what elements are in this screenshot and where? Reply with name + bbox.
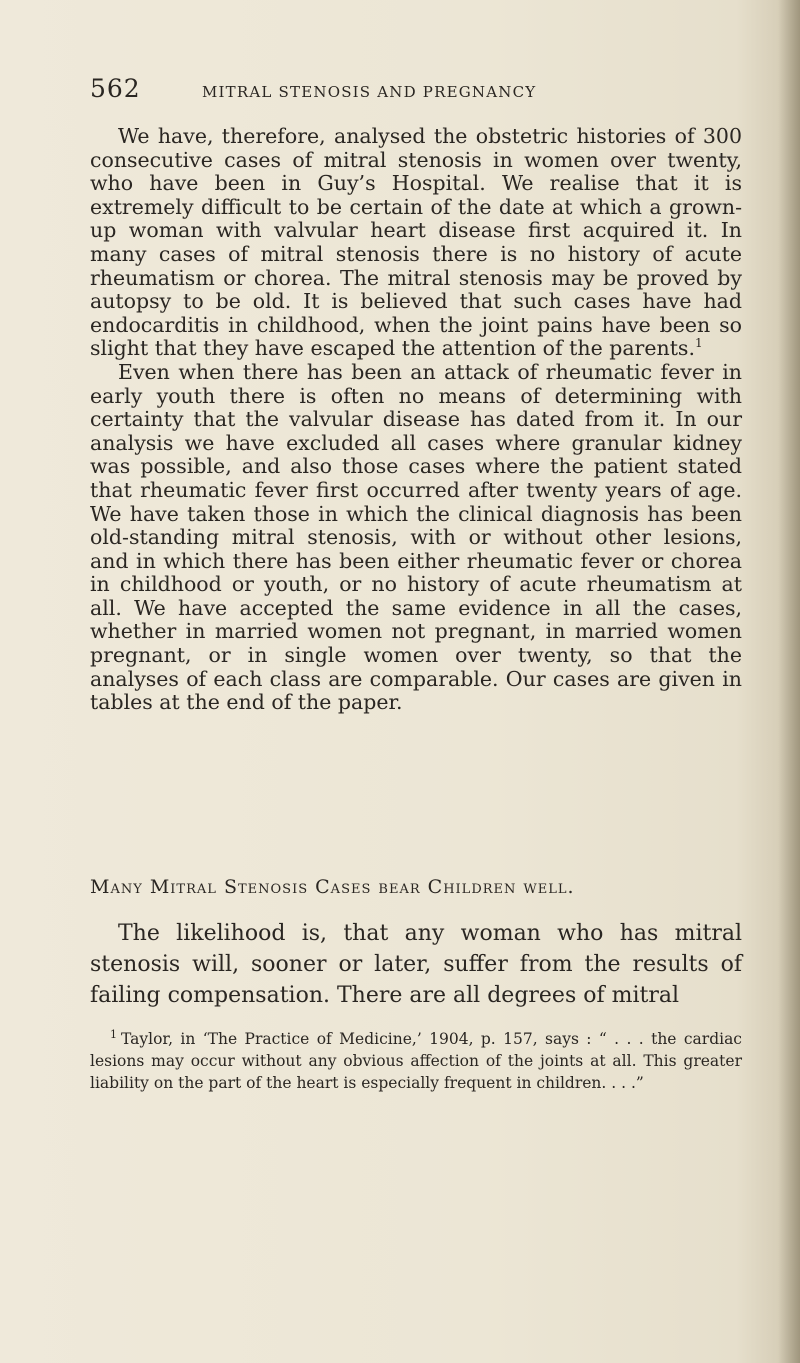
footnote bbox=[90, 1028, 742, 1094]
paragraph: The likelihood is, that any woman who has mitral stenosis will, sooner or later, suffer from the results of failing compensation. There are all degrees of mitral bbox=[90, 921, 742, 1008]
page-number: 562 bbox=[90, 74, 141, 103]
paragraph-text: We have, therefore, analysed the obstetric histories of 300 consecutive cases of mitral stenosis in women over twenty, who have been in Guy’s Hospital. We realise that it is extremely difficult to be certain of the date at which a grown-up woman with valvular heart disease first acquired it. In many cases of mitral stenosis there is no history of acute rheumatism or chorea. The mitral stenosis may be proved by autopsy to be old. It is believed that such cases have had endocarditis in childhood, when the joint pains have been so slight that they have escaped the attention of the parents. bbox=[90, 124, 742, 361]
footnote-reference: 1 bbox=[694, 336, 703, 351]
page-edge-shadow bbox=[778, 0, 800, 1363]
paragraph: Even when there has been an attack of rheumatic fever in early youth there is often no means of determining with certainty that the valvular disease has dated from it. In our analysis we have excluded all cases where granular kidney was possible, and also those cases where the patient stated that rheumatic fever first occurred after twenty years of age. We have taken those in which the clinical diagnosis has been old-standing mitral stenosis, with or without other lesions, and in which there has been either rheumatic fever or chorea in childhood or youth, or no history of acute rheumatism at all. We have accepted the same evidence in all the cases, whether in married women not pregnant, in married women pregnant, or in single women over twenty, so that the analyses of each class are comparable. Our cases are given in tables at the end of the paper. bbox=[90, 359, 742, 715]
running-head: MITRAL STENOSIS AND PREGNANCY bbox=[202, 83, 537, 101]
footnote-text: Taylor, in ‘The Practice of Medicine,’ 1904, p. 157, says : “ . . . the cardiac lesions may occur without any obvious affection of the joints at all. This greater liability on the part of the heart is especially frequent in children. . . .” bbox=[90, 1030, 742, 1092]
paragraph bbox=[90, 125, 742, 361]
main-text bbox=[90, 125, 742, 715]
section-text bbox=[90, 918, 742, 1011]
page-header bbox=[90, 74, 730, 108]
footnote-mark: 1 bbox=[110, 1027, 117, 1041]
footnote-paragraph bbox=[90, 1028, 742, 1094]
section-heading: Many Mitral Stenosis Cases bear Children well. bbox=[90, 876, 575, 898]
